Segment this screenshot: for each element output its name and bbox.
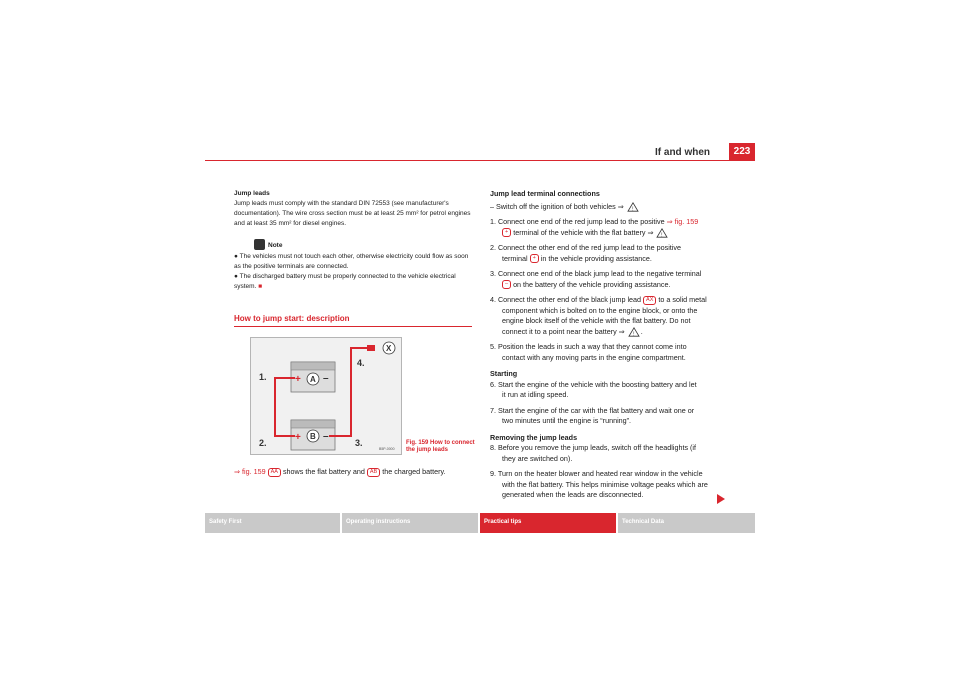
footer-tab-safety[interactable]	[205, 513, 340, 533]
footer-tab-practical[interactable]	[480, 513, 616, 533]
step-2: 2. Connect the other end of the red jump lead to the positive	[490, 243, 681, 252]
section-rule	[234, 326, 472, 327]
plus-tag: +	[530, 254, 539, 263]
step-4-a: 4. Connect the other end of the black jump lead	[490, 295, 642, 304]
label-b: B	[310, 432, 316, 441]
note-box-icon	[254, 239, 265, 250]
step-1-line2	[490, 228, 730, 239]
jump-start-diagram	[251, 338, 401, 454]
footer-tab-operating-label: Operating instructions	[346, 519, 411, 525]
step-9-c: generated when the leads are disconnected.	[502, 490, 644, 499]
page-number: 223	[729, 143, 755, 161]
step-8: 8. Before you remove the jump leads, switch off the headlights (if	[490, 443, 697, 452]
warning-icon	[626, 202, 640, 212]
minus-a-icon: –	[323, 373, 329, 384]
warning-icon	[655, 228, 669, 238]
end-square-icon: ■	[258, 283, 263, 290]
next-page-arrow-icon[interactable]	[717, 494, 725, 504]
step-4-line5: connect it to a point near the battery ⇒ ! .	[502, 326, 643, 337]
step-2-c: in the vehicle providing assistance.	[540, 253, 652, 263]
step-4-label: 4.	[357, 358, 365, 368]
svg-text:!: !	[631, 205, 634, 212]
footer-tab-practical-label: Practical tips	[484, 519, 522, 525]
label-x: X	[386, 344, 392, 353]
note-bullet-2	[234, 272, 474, 292]
step-4-e: connect it to a point near the battery ⇒	[502, 326, 625, 336]
label-a: A	[310, 375, 316, 384]
step-1	[490, 217, 730, 228]
note-bullet-2-text: The discharged battery must be properly connected to the vehicle electrical system.	[234, 273, 456, 290]
step-3-b: on the battery of the vehicle providing assistance.	[513, 279, 671, 289]
starting-heading: Starting	[490, 369, 518, 378]
figure-caption	[406, 440, 476, 454]
step-4-b: to a solid metal	[658, 295, 707, 304]
section-heading: How to jump start: description	[234, 314, 350, 323]
header-rule	[205, 160, 729, 161]
step-7: 7. Start the engine of the car with the flat battery and wait one or	[490, 405, 695, 415]
jump-leads-title: Jump leads	[234, 190, 270, 197]
step-6-b: it run at idling speed.	[502, 390, 569, 399]
note-bullet-1	[234, 252, 474, 272]
figure-caption-line2: the jump leads	[406, 447, 449, 453]
connections-heading: Jump lead terminal connections	[490, 189, 600, 198]
page-title: If and when	[655, 147, 710, 158]
battery-b-top	[291, 420, 335, 428]
plus-tag: +	[502, 228, 511, 237]
footer-tab-technical-label: Technical Data	[622, 519, 664, 525]
warning-icon	[627, 327, 641, 337]
note-label: Note	[268, 242, 283, 249]
note-bullets	[234, 252, 474, 292]
step-4	[490, 295, 730, 306]
minus-b-icon: –	[323, 431, 329, 442]
step-5: 5. Position the leads in such a way that they cannot come into	[490, 342, 687, 351]
bullet-icon: ●	[234, 253, 240, 260]
step-9-b: with the flat battery. This helps minimise voltage peaks which are	[502, 479, 708, 489]
dash-item-text: – Switch off the ignition of both vehicles ⇒	[490, 201, 624, 211]
step-4-c: component which is bolted on to the engine block, or onto the	[502, 305, 698, 315]
removing-heading: Removing the jump leads	[490, 432, 578, 442]
plus-b-icon: +	[295, 432, 301, 443]
step-3-line2	[490, 280, 730, 291]
step-3-label: 3.	[355, 438, 363, 448]
jump-leads-block	[234, 189, 474, 229]
minus-tag: –	[502, 280, 511, 289]
step-1-a: 1. Connect one end of the red jump lead to the positive	[490, 217, 665, 226]
step-7-b: two minutes until the engine is “running”.	[502, 416, 632, 425]
tag-a: AA	[268, 468, 281, 477]
jump-start-figure	[250, 337, 402, 455]
note-bullet-1-text: The vehicles must not touch each other, otherwise electricity could flow as soon as the positive terminals are connected.	[234, 253, 469, 270]
ref-middle: shows the flat battery and	[282, 467, 365, 476]
step-2-b: terminal	[502, 253, 528, 263]
step-1-figure-link[interactable]: ⇒ fig. 159	[666, 217, 699, 226]
dash-item	[490, 202, 730, 213]
step-8-b: they are switched on).	[502, 453, 573, 463]
battery-a-top	[291, 362, 335, 370]
step-4-d: engine block itself of the vehicle with the flat battery. Do not	[502, 316, 691, 325]
ground-clamp	[367, 345, 375, 351]
figure-link[interactable]: ⇒ fig. 159	[234, 467, 266, 476]
jump-leads-text: Jump leads must comply with the standard DIN 72553 (see manufacturer's documentation). The wire cross section must be at least 25 mm² for petrol engines and at least 35 mm² for diesel engines.	[234, 200, 471, 227]
step-6: 6. Start the engine of the vehicle with the boosting battery and let	[490, 379, 697, 389]
figure-caption-line1: Fig. 159 How to connect	[406, 440, 475, 446]
figure-reference	[234, 467, 474, 477]
ref-suffix: the charged battery.	[382, 467, 446, 476]
x-tag: AX	[643, 296, 656, 305]
step-3: 3. Connect one end of the black jump lead to the negative terminal	[490, 269, 702, 278]
bullet-icon: ●	[234, 273, 240, 280]
footer-tab-technical[interactable]	[618, 513, 755, 533]
svg-text:!: !	[661, 231, 664, 238]
svg-text:!: !	[632, 330, 635, 337]
right-column	[490, 189, 730, 501]
plus-a-icon: +	[295, 374, 301, 385]
figure-code: B5P-0000	[379, 447, 395, 451]
footer-tab-operating[interactable]	[342, 513, 478, 533]
step-5-b: contact with any moving parts in the engine compartment.	[502, 352, 686, 362]
tag-b: AB	[367, 468, 380, 477]
step-1-b: terminal of the vehicle with the flat battery ⇒	[513, 227, 654, 237]
step-2-line2	[490, 254, 730, 265]
footer-tab-safety-label: Safety First	[209, 519, 242, 525]
step-2-label: 2.	[259, 438, 267, 448]
step-9: 9. Turn on the heater blower and heated rear window in the vehicle	[490, 469, 703, 478]
step-1-label: 1.	[259, 372, 267, 382]
